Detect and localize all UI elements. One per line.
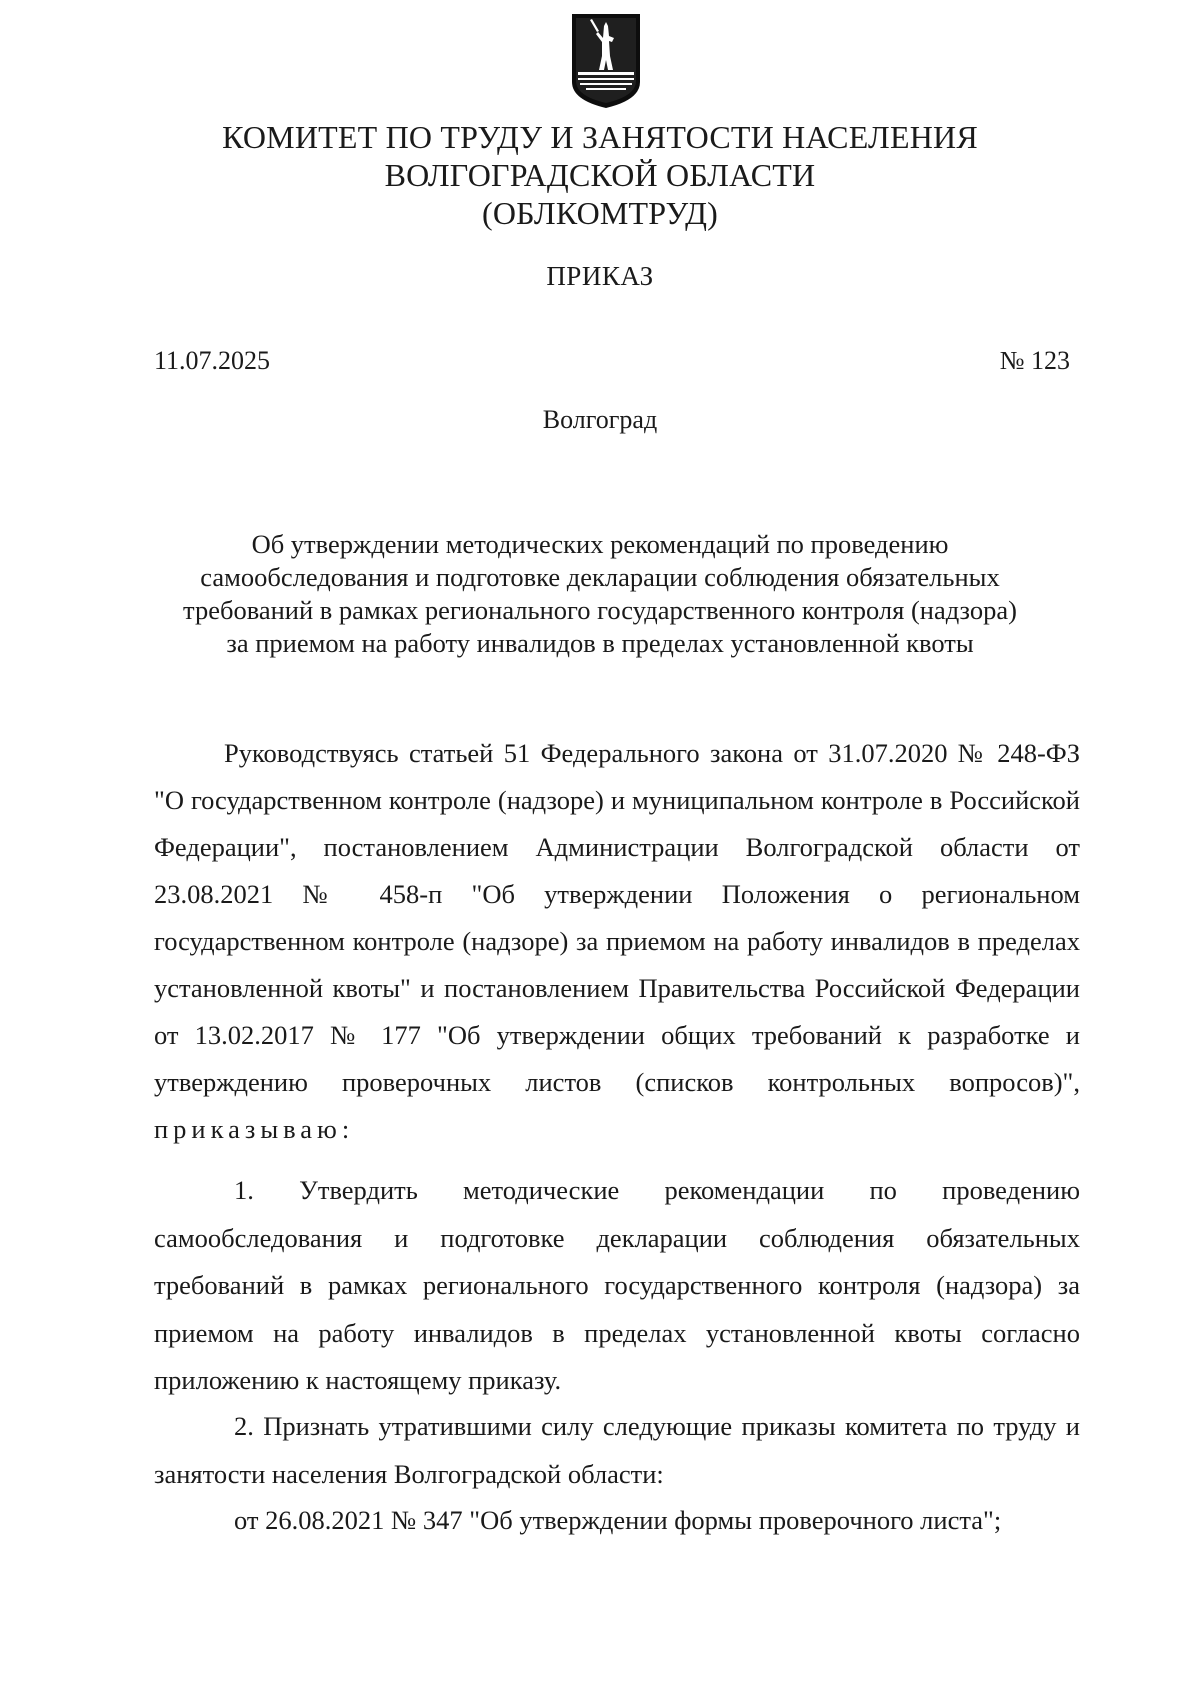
document-number: № 123 [999, 346, 1070, 375]
preamble-text: Руководствуясь статьей 51 Федерального закона от 31.07.2020 № 248-ФЗ "О государственном контроле (надзоре) и муниципальном контроле в Российской Федерации", постановлением Администрации Волгоградской области от 23.08.2021 № 458-п "Об утверждении Положения о региональном государственном контроле (надзоре) за приемом на работу инвалидов в пределах установленной квоты" и постановлением Правительства Российской Федерации от 13.02.2017 № 177 "Об утверждении общих требований к разработке и утверждению проверочных листов (списков контрольных вопросов)", [154, 738, 1080, 1097]
subject-line-2: самообследования и подготовке декларации соблюдения обязательных [200, 562, 1000, 592]
org-name-line-1: КОМИТЕТ ПО ТРУДУ И ЗАНЯТОСТИ НАСЕЛЕНИЯ [222, 119, 978, 155]
order-item-2-sub-1: от 26.08.2021 № 347 "Об утверждении формы проверочного листа"; [234, 1505, 1002, 1535]
document-subject [0, 528, 1200, 660]
subject-line-1: Об утверждении методических рекомендаций по проведению [251, 529, 949, 559]
org-name-line-3: (ОБЛКОМТРУД) [481, 195, 718, 231]
org-name-line-2: ВОЛГОГРАДСКОЙ ОБЛАСТИ [384, 157, 816, 193]
order-item-2: 2. Признать утратившими силу следующие приказы комитета по труду и занятости населения Волгоградской области: [154, 1411, 1080, 1489]
order-word: приказываю: [154, 1114, 355, 1144]
document-date: 11.07.2025 [154, 346, 271, 375]
document-type: ПРИКАЗ [546, 261, 654, 291]
order-item-1: 1. Утвердить методические рекомендации по проведению самообследования и подготовке декларации соблюдения обязательных требований в рамках регионального государственного контроля (надзора) за приемом на работу инвалидов в пределах установленной квоты согласно приложению к настоящему приказу. [154, 1175, 1080, 1395]
subject-line-3: требований в рамках регионального государственного контроля (надзора) [183, 595, 1017, 625]
organization-name [0, 118, 1200, 232]
preamble-paragraph [154, 730, 1080, 1153]
document-city: Волгоград [542, 405, 658, 434]
subject-line-4: за приемом на работу инвалидов в пределах установленной квоты [226, 628, 974, 658]
coat-of-arms-icon [568, 12, 644, 110]
